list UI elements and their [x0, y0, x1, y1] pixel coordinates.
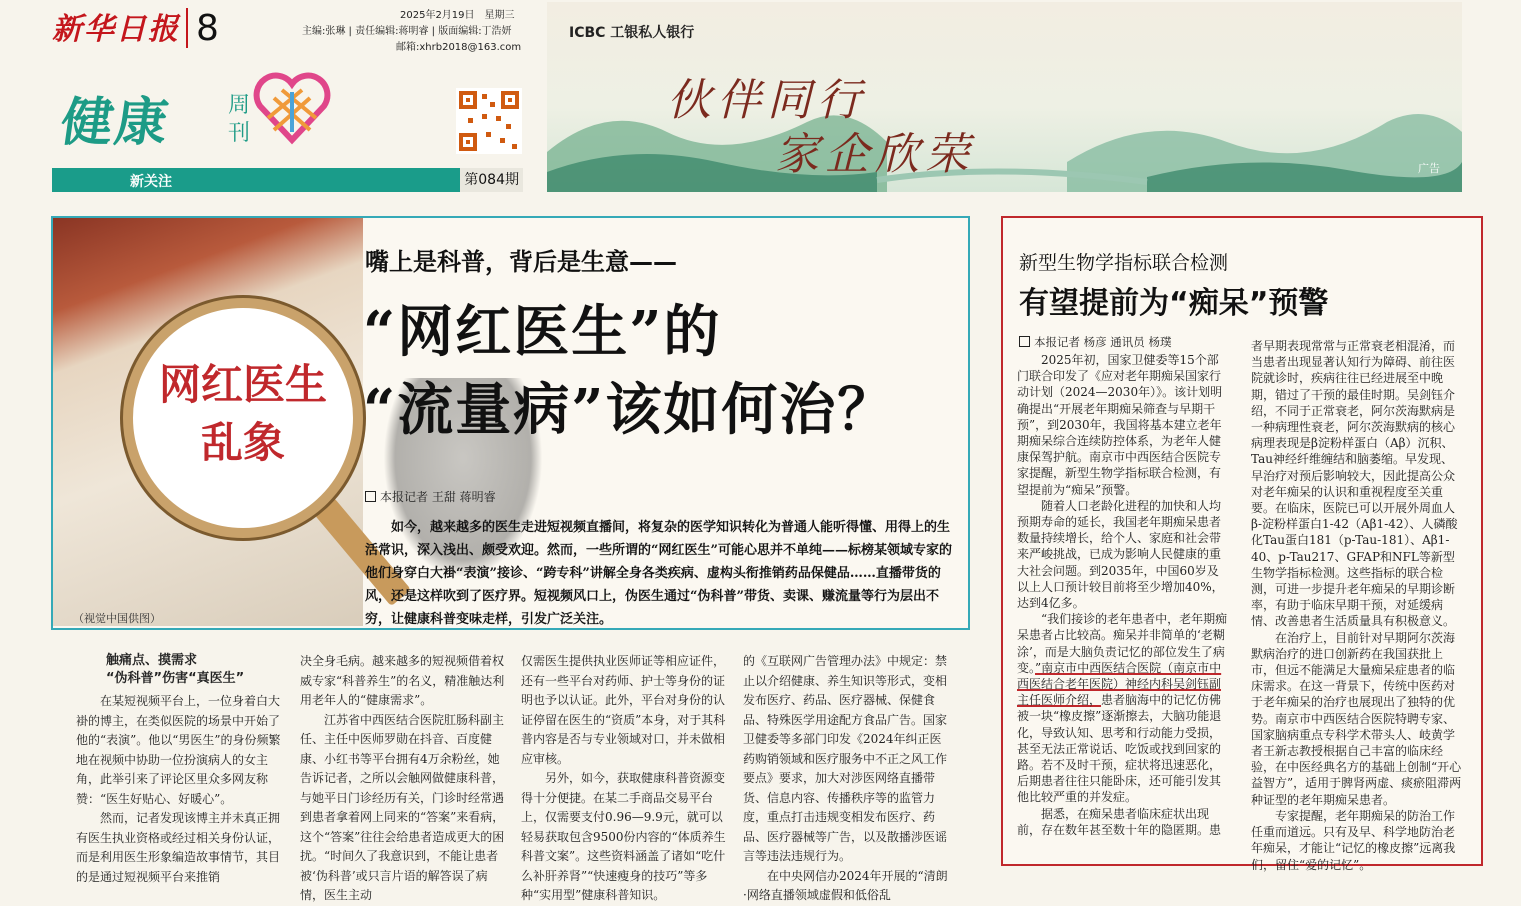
badge-line1: 网红医生: [158, 360, 327, 409]
paragraph: 据悉，在痴呆患者临床症状出现前，存在数年甚至数十年的隐匿期。患: [1017, 806, 1222, 837]
paragraph: “我们接诊的老年患者中，老年期痴呆患者占比较高。痴呆并非简单的‘老糊涂’，而是大脑负责记忆的部位发生了病变。”南京市中西医结合医院（南京市中西医结合老年医院）神经内科吴剑钰副主任医师介绍，患者脑海中的记忆仿佛被一块“橡皮擦”逐渐擦去，大脑功能退化，导致认知、思考和行动能力受损，甚至无法正常说话、吃饭或找到回家的路。若不及时干预，症状将迅速恶化，后期患者往往只能卧床，还可能引发其他比较严重的并发症。: [1017, 612, 1228, 805]
ad-slogan-line2: 家企欣荣: [775, 129, 975, 180]
section-bar: [52, 168, 523, 192]
paragraph: 仅需医生提供执业医师证等相应证件，还有一些平台对药师、护士等身份的证明也予以认证。此外，平台对身份的认证停留在医生的“资质”本身，对于其科普内容是否与专业领域对口，并未做相应审核。: [521, 654, 726, 766]
heart-knot-logo-icon: [252, 68, 332, 148]
paragraph: 2025年初，国家卫健委等15个部门联合印发了《应对老年期痴呆国家行动计划（2024—2030年）》。该计划明确提出“开展老年期痴呆筛查与早期干预”，到2030年，我国将基本建立老年期痴呆综合连续防控体系，为老年人健康保驾护航。南京市中西医结合医院专家提醒，新型生物学指标联合检测，有望提前为“痴呆”预警。: [1017, 353, 1223, 497]
photo-credit: （视觉中国供图）: [73, 612, 161, 625]
newspaper-brand: 新华日报: [52, 12, 180, 47]
subheading-line2: “伪科普”伤害“真医生”: [106, 671, 245, 686]
paragraph: 专家提醒，老年期痴呆的防治工作任重而道远。只有及早、科学地防治老年痴呆，才能让“记忆的橡皮擦”远离我们，留住“爱的记忆”。: [1251, 808, 1456, 872]
paragraph: 的《互联网广告管理办法》中规定：禁止以介绍健康、养生知识等形式，变相发布医疗、药品、医疗器械、保健食品、特殊医学用途配方食品广告。国家卫健委等多部门印发《2024年纠正医药购销领域和医疗服务中不正之风工作要点》要求，加大对涉医网络直播带货、信息内容、传播秩序等的监管力度，重点打击违规变相发布医疗、药品、医疗器械等广告，以及散播涉医谣言等违法违规行为。: [743, 654, 948, 863]
sidebar-byline: 本报记者 杨彦 通讯员 杨璞: [1019, 334, 1171, 350]
paragraph: 在治疗上，目前针对早期阿尔茨海默病治疗的进口创新药在我国获批上市，但远不能满足大量痴呆症患者的临床需求。在这一背景下，传统中医药对于老年痴呆的治疗也展现出了独特的优势。南京市中西医结合医院特聘专家、国家脑病重点专科学术带头人、岐黄学者王新志教授根据自己丰富的临床经验，在中医经典名方的基础上创制“开心益智方”，适用于脾肾两虚、痰瘀阻滞两种证型的老年期痴呆患者。: [1251, 630, 1462, 807]
headline-line1: “网红医生”的: [363, 299, 722, 365]
article-column-3: [521, 652, 726, 902]
article-photo: [53, 218, 363, 626]
byline-box-icon: [1019, 336, 1030, 347]
sidebar-column-left: [1017, 352, 1229, 838]
section-suffix: 周刊: [228, 93, 251, 146]
highlighted-quote: ”南京市中西医结合医院（南京市中西医结合老年医院）神经内科吴剑钰副主任医师介绍，: [1017, 660, 1222, 708]
paragraph: 江苏省中西医结合医院肛肠科副主任、主任中医师罗勋在抖音、百度健康、小红书等平台拥有4万余粉丝，她告诉记者，之所以会触网做健康科普，与她平日门诊经历有关，门诊时经常遇到患者拿着网上同来的“答案”来看病，这个“答案”往往会给患者造成更大的困扰。“时间久了我意识到，不能让患者被‘伪科普’或只言片语的解答误了病情，医生主动: [300, 712, 505, 902]
article-kicker: 嘴上是科普，背后是生意——: [365, 248, 677, 276]
advertisement-banner[interactable]: [547, 2, 1462, 192]
sidebar-kicker: 新型生物学指标联合检测: [1019, 252, 1229, 274]
contact-email[interactable]: 邮箱:xhrb2018@163.com: [396, 42, 522, 53]
headline-line2: “流量病”该如何治？: [363, 377, 896, 443]
paragraph: 在中央网信办2024年开展的“清朗·网络直播领域虚假和低俗乱: [743, 868, 948, 902]
byline-box-icon: [365, 491, 376, 502]
article-byline: 本报记者 王甜 蒋明睿: [365, 488, 496, 505]
magnifier-icon: [123, 298, 363, 538]
article-column-4: [743, 652, 948, 902]
issue-number: 第084期: [460, 168, 523, 192]
masthead-divider: [186, 8, 188, 48]
news-label: 新关注: [130, 174, 172, 190]
bank-logo: ICBC 工银私人银行: [569, 25, 695, 41]
badge-text: [133, 356, 353, 472]
paragraph: 者早期表现常常与正常衰老相混淆，而当患者出现显著认知行为障碍、前往医院就诊时，疾病往往已经进展至中晚期，错过了干预的最佳时期。吴剑钰介绍，不同于正常衰老，阿尔茨海默病是一种病理性衰老，阿尔茨海默病的核心病理表现是β淀粉样蛋白（Aβ）沉积、Tau神经纤维缠结和脑萎缩。早发现、早治疗对预后影响较大，因此提高公众对老年痴呆的认识和重视程度至关重要。在临床，医院已可以开展外周血人β-淀粉样蛋白1-42（Aβ1-42）、人磷酸化Tau蛋白181（p-Tau-181）、Aβ1-40、p-Tau217、GFAP和NFL等新型生物学指标检测。这些指标的联合检测，可进一步提升老年痴呆的早期诊断率，有助于临床早期干预，对延缓病情、改善患者生活质量具有积极意义。: [1251, 339, 1458, 629]
paragraph: 在某短视频平台上，一位身着白大褂的博主，在类似医院的场景中开始了他的“表演”。他以“男医生”的身份频繁地在视频中协助一位扮演病人的女主角，此举引来了评论区里众多网友称赞：“医生好贴心、好暖心”。: [76, 694, 281, 806]
paragraph: 随着人口老龄化进程的加快和人均预期寿命的延长，我国老年期痴呆患者数量持续增长，给个人、家庭和社会带来严峻挑战，已成为影响人民健康的重大社会问题。到2035年，中国60岁及以上人口预计较目前将至少增加40%，达到4亿多。: [1017, 498, 1224, 611]
ad-tag: 广告: [1418, 162, 1440, 175]
paragraph: 另外，如今，获取健康科普资源变得十分便捷。在某二手商品交易平台上，仅需要支付0.96—9.9元，就可以轻易获取包含9500份内容的“体质养生科普文案”。这些资料涵盖了诸如“吃什么补肝养肾”“快速瘦身的技巧”等多种“实用型”健康科普知识。: [521, 771, 726, 902]
paragraph: 然而，记者发现该博主并未真正拥有医生执业资格或经过相关身份认证，而是利用医生形象编造故事情节，其目的是通过短视频平台来推销: [76, 811, 281, 884]
subheading-line1: 触痛点、摸需求: [106, 653, 198, 668]
ad-slogan-line1: 伙伴同行: [667, 75, 867, 126]
publish-date: 2025年2月19日 星期三: [400, 10, 515, 21]
editor-credits: 主编:张琳 | 责任编辑:蒋明睿 | 版面编辑:丁浩妍: [302, 26, 512, 37]
sidebar-article-box: [1001, 216, 1483, 872]
article-lede: 如今，越来越多的医生走进短视频直播间，将复杂的医学知识转化为普通人能听得懂、用得上的生活常识，深入浅出、颇受欢迎。然而，一些所谓的“网红医生”可能心思并不单纯——标榜某领域专家的他们身穿白大褂“表演”接诊、“跨专科”讲解全身各类疾病、虚构头衔推销药品保健品……直播带货的风，还是这样吹到了医疗界。短视频风口上，伪医生通过“伪科普”带货、卖课、赚流量等行为层出不穷，让健康科普变味走样，引发广泛关注。: [365, 520, 952, 627]
section-title: 健康: [57, 93, 174, 153]
main-article-box: [51, 216, 970, 630]
article-column-2: [300, 652, 505, 902]
qr-code-icon[interactable]: [456, 88, 522, 154]
sidebar-column-right: [1251, 338, 1463, 873]
page-number: 8: [196, 8, 219, 49]
sidebar-title: 有望提前为“痴呆”预警: [1019, 286, 1329, 321]
article-column-1: [76, 652, 281, 884]
paragraph: 决全身毛病。越来越多的短视频借着权威专家“科普养生”的名义，精准触达利用老年人的“健康需求”。: [300, 654, 505, 707]
badge-line2: 乱象: [200, 418, 285, 467]
